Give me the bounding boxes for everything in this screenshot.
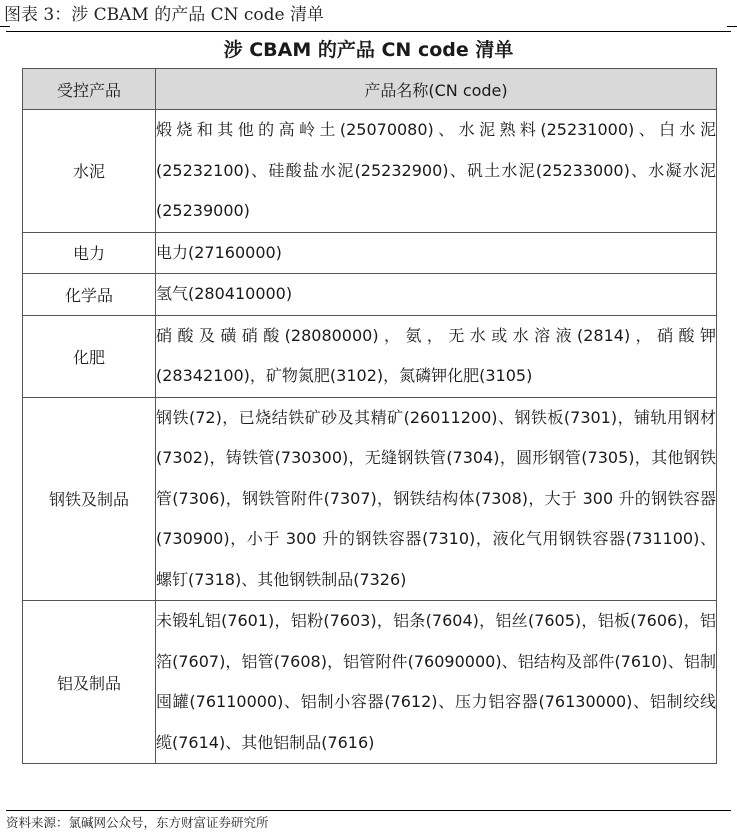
table-row bbox=[23, 274, 717, 316]
figure-caption: 图表 3：涉 CBAM 的产品 CN code 清单 bbox=[4, 5, 325, 25]
row-category: 铝及制品 bbox=[23, 601, 156, 764]
table-title: 涉 CBAM 的产品 CN code 清单 bbox=[223, 39, 514, 61]
table-row bbox=[23, 601, 717, 764]
row-items: 钢铁(72)，已烧结铁矿砂及其精矿(26011200)、钢铁板(7301)，铺轨用钢材(7302)，铸铁管(730300)，无缝钢铁管(7304)，圆形钢管(7305)，其他钢铁管(7306)，钢铁管附件(7307)，钢铁结构体(7308)，大于 300 升的钢铁容器(730900)，小于 300 升的钢铁容器(7310)，液化气用钢铁容器(731100)、螺钉(7318)、其他钢铁制品(7326) bbox=[156, 397, 717, 601]
row-items: 硝酸及磺硝酸(28080000)，氨，无水或水溶液(2814)，硝酸钾(28342100)，矿物氮肥(3102)，氮磷钾化肥(3105) bbox=[156, 315, 717, 397]
row-items: 未锻轧铝(7601)，铝粉(7603)，铝条(7604)，铝丝(7605)，铝板(7606)，铝箔(7607)，铝管(7608)，铝管附件(76090000)、铝结构及部件(7610)、铝制囤罐(76110000)、铝制小容器(7612)、压力铝容器(76130000)、铝制绞线缆(7614)、其他铝制品(7616) bbox=[156, 601, 717, 764]
row-category: 化肥 bbox=[23, 315, 156, 397]
bottom-rule bbox=[6, 810, 731, 811]
row-category: 电力 bbox=[23, 232, 156, 274]
rule-tick-right bbox=[727, 26, 737, 27]
table-row bbox=[23, 110, 717, 233]
header-category: 受控产品 bbox=[23, 69, 156, 110]
top-rule bbox=[6, 31, 731, 32]
row-category: 化学品 bbox=[23, 274, 156, 316]
table-row bbox=[23, 315, 717, 397]
cbam-product-table bbox=[22, 68, 717, 764]
rule-tick-left bbox=[0, 26, 10, 27]
row-items: 氢气(280410000) bbox=[156, 274, 717, 316]
row-items: 电力(27160000) bbox=[156, 232, 717, 274]
table-row bbox=[23, 232, 717, 274]
table-row bbox=[23, 397, 717, 601]
source-note: 资料来源：氯碱网公众号，东方财富证券研究所 bbox=[6, 815, 269, 830]
row-items: 煅烧和其他的高岭土(25070080)、水泥熟料(25231000)、白水泥(25232100)、硅酸盐水泥(25232900)、矾土水泥(25233000)、水凝水泥(25239000) bbox=[156, 110, 717, 233]
header-product-name: 产品名称(CN code) bbox=[156, 69, 717, 110]
row-category: 水泥 bbox=[23, 110, 156, 233]
row-category: 钢铁及制品 bbox=[23, 397, 156, 601]
table-header-row bbox=[23, 69, 717, 110]
